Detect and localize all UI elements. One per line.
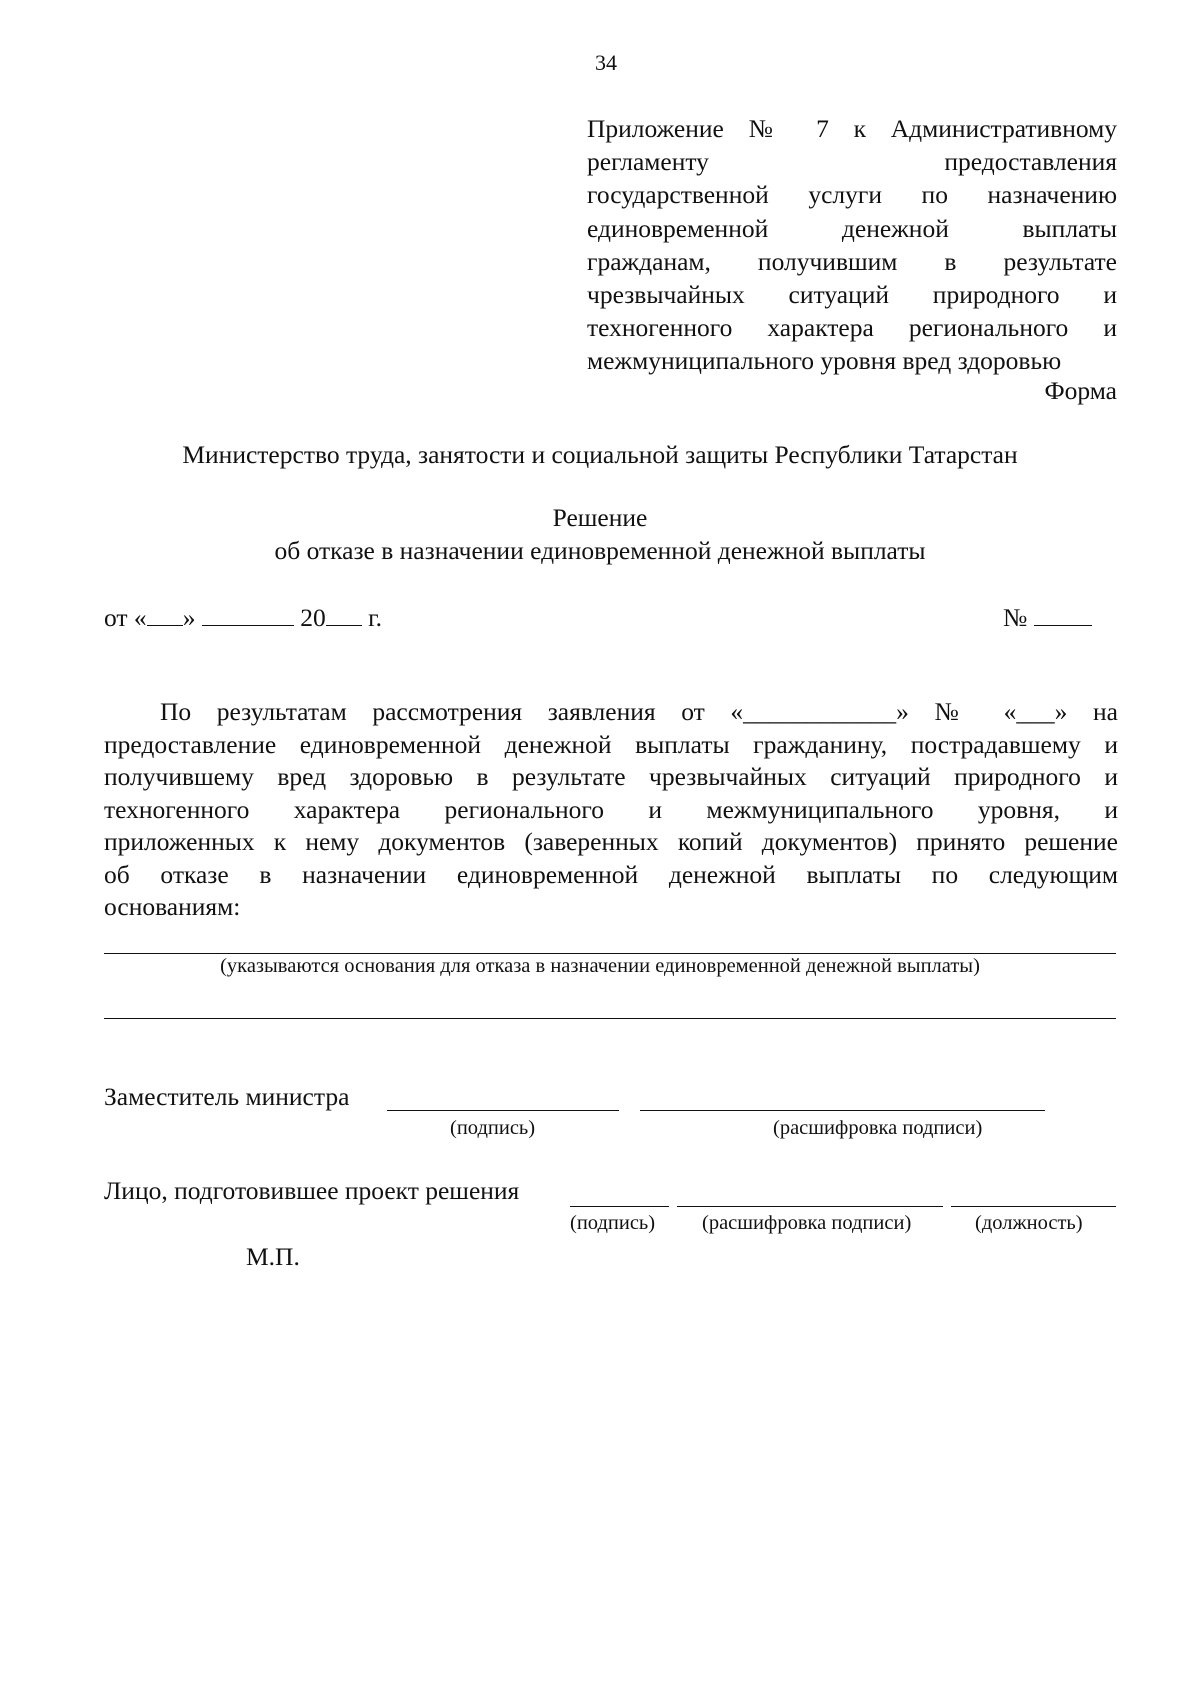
preparer-signature-caption: (подпись) — [570, 1212, 656, 1234]
number-label: № — [1003, 603, 1028, 632]
appendix-line: гражданам, получившим в результате — [587, 246, 1117, 276]
decision-number-line — [1003, 603, 1092, 633]
preparer-signature-blank[interactable] — [570, 1206, 669, 1207]
date-prefix: от « — [104, 603, 147, 632]
ministry-name: Министерство труда, занятости и социальной защиты Республики Татарстан — [182, 440, 1018, 469]
seal-placeholder: М.П. — [246, 1242, 300, 1271]
appendix-line: техногенного характера регионального и — [587, 313, 1117, 343]
deputy-decoding-caption: (расшифровка подписи) — [773, 1117, 983, 1139]
appendix-line: межмуниципального уровня вред здоровью — [587, 346, 1062, 376]
preparer-signature-row — [104, 1176, 519, 1206]
year-suffix: г. — [368, 603, 383, 632]
appendix-line: Приложение № 7 к Административному — [587, 114, 1117, 143]
decision-title: Решение — [552, 503, 648, 532]
page-number: 34 — [595, 50, 617, 75]
deputy-signature-row — [104, 1082, 349, 1112]
appendix-line: чрезвычайных ситуаций природного и — [587, 280, 1117, 310]
decision-body — [104, 696, 1118, 924]
grounds-line-2[interactable] — [104, 1018, 1116, 1019]
deputy-label: Заместитель министра — [104, 1082, 350, 1111]
year-blank[interactable] — [326, 603, 362, 626]
preparer-decoding-caption: (расшифровка подписи) — [702, 1212, 912, 1234]
decision-subtitle: об отказе в назначении единовременной денежной выплаты — [274, 536, 926, 565]
body-line: об отказе в назначении единовременной денежной выплаты по следующим — [104, 859, 1118, 889]
body-line: техногенного характера регионального и межмуниципального уровня, и — [104, 794, 1118, 824]
year-prefix: 20 — [300, 603, 326, 632]
appendix-line: регламенту предоставления — [587, 147, 1117, 177]
body-line: предоставление единовременной денежной выплаты гражданину, пострадавшему и — [104, 729, 1118, 759]
day-blank[interactable] — [147, 603, 183, 626]
preparer-position-blank[interactable] — [951, 1206, 1116, 1207]
preparer-decoding-blank[interactable] — [677, 1206, 943, 1207]
grounds-line-1[interactable] — [104, 953, 1116, 954]
number-blank[interactable] — [1034, 603, 1092, 626]
body-line: получившему вред здоровью в результате чрезвычайных ситуаций природного и — [104, 762, 1118, 791]
grounds-note: (указываются основания для отказа в назначении единовременной денежной выплаты) — [220, 955, 980, 977]
deputy-decoding-blank[interactable] — [640, 1110, 1045, 1111]
month-blank[interactable] — [202, 603, 294, 626]
preparer-label: Лицо, подготовившее проект решения — [104, 1176, 520, 1205]
appendix-line: единовременной денежной выплаты — [587, 213, 1117, 243]
form-label: Форма — [1044, 376, 1117, 405]
body-line: По результатам рассмотрения заявления от «____________» № «___» на — [160, 697, 1118, 726]
appendix-header — [587, 112, 1117, 378]
deputy-signature-blank[interactable] — [387, 1110, 619, 1111]
appendix-line: государственной услуги по назначению — [587, 180, 1117, 210]
body-line: основаниям: — [104, 892, 241, 921]
decision-date-line — [104, 603, 382, 633]
preparer-position-caption: (должность) — [975, 1212, 1083, 1234]
date-quote-close: » — [182, 603, 196, 632]
body-line: приложенных к нему документов (заверенных копий документов) принято решение — [104, 827, 1118, 856]
deputy-signature-caption: (подпись) — [450, 1117, 536, 1139]
